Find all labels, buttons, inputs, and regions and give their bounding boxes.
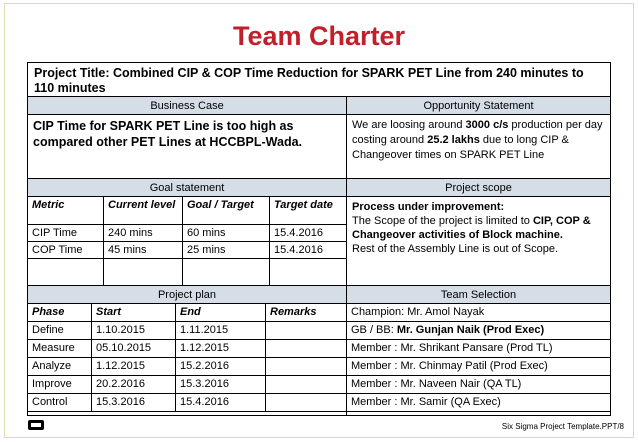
table-cell: 20.2.2016	[92, 376, 176, 394]
table-cell: 15.4.2016	[176, 394, 266, 412]
goal-col-metric: Metric	[28, 197, 104, 225]
table-cell	[104, 259, 183, 286]
goal-col-date: Target date	[270, 197, 347, 225]
team-selection-header: Team Selection	[347, 286, 610, 304]
table-filler	[28, 412, 347, 416]
opportunity-text: We are loosing around 3000 c/s production per day costing around 25.2 lakhs due to long CIP & Changeover times on SPARK PET Line	[347, 115, 610, 179]
opportunity-header: Opportunity Statement	[347, 97, 610, 115]
project-scope-text: Process under improvement: The Scope of the project is limited to CIP, COP & Changeover activities of Block machine. Rest of the Assembly Line is out of Scope.	[347, 197, 610, 286]
table-cell: 05.10.2015	[92, 340, 176, 358]
team-member: GB / BB: Mr. Gunjan Naik (Prod Exec)	[347, 322, 610, 340]
table-cell	[28, 259, 104, 286]
table-cell	[266, 358, 347, 376]
table-cell: Define	[28, 322, 92, 340]
table-cell: 15.2.2016	[176, 358, 266, 376]
table-cell: Control	[28, 394, 92, 412]
plan-col-phase: Phase	[28, 304, 92, 322]
scope-heading: Process under improvement:	[352, 201, 505, 213]
goal-statement-header: Goal statement	[28, 179, 347, 197]
table-cell: 45 mins	[104, 242, 183, 259]
table-cell: Measure	[28, 340, 92, 358]
table-filler	[347, 412, 610, 416]
team-member: Member : Mr. Samir (QA Exec)	[347, 394, 610, 412]
table-cell: 1.10.2015	[92, 322, 176, 340]
table-cell: Analyze	[28, 358, 92, 376]
table-cell: COP Time	[28, 242, 104, 259]
goal-col-target: Goal / Target	[183, 197, 270, 225]
table-cell	[183, 259, 270, 286]
table-cell: CIP Time	[28, 225, 104, 242]
team-member: Member : Mr. Shrikant Pansare (Prod TL)	[347, 340, 610, 358]
page-title: Team Charter	[232, 21, 406, 51]
table-cell: 1.11.2015	[176, 322, 266, 340]
company-logo-icon	[28, 420, 44, 430]
table-cell	[266, 340, 347, 358]
table-cell: 15.3.2016	[176, 376, 266, 394]
footer-text: Six Sigma Project Template.PPT/8	[501, 422, 624, 431]
project-plan-header: Project plan	[28, 286, 347, 304]
business-case-header: Business Case	[28, 97, 347, 115]
team-member: Member : Mr. Chinmay Patil (Prod Exec)	[347, 358, 610, 376]
team-charter-table	[27, 62, 611, 416]
plan-col-end: End	[176, 304, 266, 322]
table-cell: 15.4.2016	[270, 225, 347, 242]
table-cell: 15.4.2016	[270, 242, 347, 259]
plan-col-start: Start	[92, 304, 176, 322]
table-cell: 240 mins	[104, 225, 183, 242]
table-cell: 1.12.2015	[176, 340, 266, 358]
team-member: Member : Mr. Naveen Nair (QA TL)	[347, 376, 610, 394]
table-cell: Improve	[28, 376, 92, 394]
goal-col-current: Current level	[104, 197, 183, 225]
business-case-text: CIP Time for SPARK PET Line is too high as compared other PET Lines at HCCBPL-Wada.	[28, 115, 347, 179]
team-member: Champion: Mr. Amol Nayak	[347, 304, 610, 322]
table-cell: 1.12.2015	[92, 358, 176, 376]
table-cell	[266, 394, 347, 412]
plan-col-remarks: Remarks	[266, 304, 347, 322]
table-cell	[270, 259, 347, 286]
project-title: Project Title: Combined CIP & COP Time Reduction for SPARK PET Line from 240 minutes to 110 minutes	[28, 63, 610, 97]
table-cell: 25 mins	[183, 242, 270, 259]
table-cell: 15.3.2016	[92, 394, 176, 412]
table-cell	[266, 322, 347, 340]
table-cell: 60 mins	[183, 225, 270, 242]
table-cell	[266, 376, 347, 394]
project-scope-header: Project scope	[347, 179, 610, 197]
